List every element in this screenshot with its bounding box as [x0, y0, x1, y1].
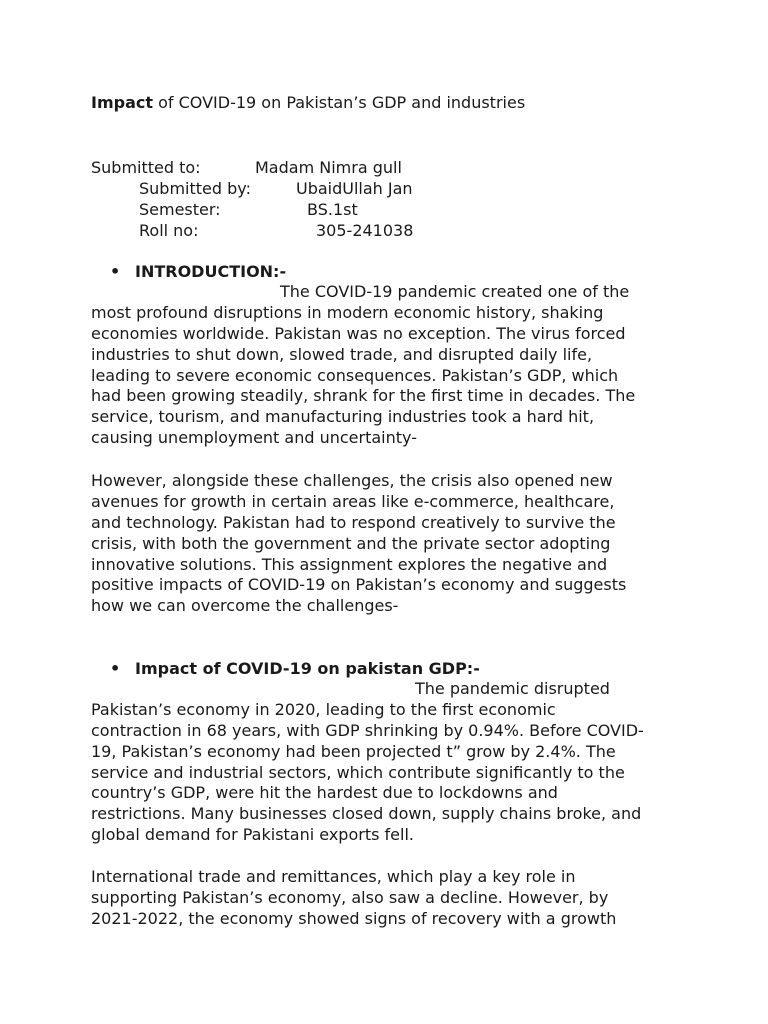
meta-label: Roll no:: [139, 221, 199, 240]
paragraph-line: service and industrial sectors, which contribute significantly to the: [91, 762, 625, 782]
section-heading-text: Impact of COVID-19 on pakistan GDP:-: [135, 659, 480, 678]
title-rest: of COVID-19 on Pakistan’s GDP and industries: [153, 93, 526, 112]
paragraph-line: contraction in 68 years, with GDP shrinking by 0.94%. Before COVID-: [91, 720, 644, 740]
paragraph-line: supporting Pakistan’s economy, also saw a decline. However, by: [91, 887, 609, 907]
document-title: [91, 92, 525, 114]
paragraph-line: industries to shut down, slowed trade, and disrupted daily life,: [91, 344, 593, 364]
meta-label: Submitted to:: [91, 158, 201, 177]
title-bold-word: Impact: [91, 93, 154, 112]
paragraph-line: had been growing steadily, shrank for the first time in decades. The: [91, 386, 636, 406]
paragraph-line: causing unemployment and uncertainty-: [91, 428, 417, 448]
meta-label: Semester:: [139, 200, 221, 219]
meta-roll-no: [139, 220, 539, 241]
paragraph-line: leading to severe economic consequences. Pakistan’s GDP, which: [91, 365, 619, 385]
paragraph-line: positive impacts of COVID-19 on Pakistan’s economy and suggests: [91, 575, 627, 595]
paragraph-line: International trade and remittances, which play a key role in: [91, 867, 576, 886]
gdp-paragraph-1: [91, 679, 691, 846]
bullet-icon: •: [110, 659, 121, 678]
meta-value: 305-241038: [316, 221, 414, 240]
paragraph-line: most profound disruptions in modern economic history, shaking: [91, 302, 604, 322]
intro-paragraph-1: [91, 282, 691, 449]
meta-label: Submitted by:: [139, 179, 251, 198]
paragraph-line: avenues for growth in certain areas like e-commerce, healthcare,: [91, 491, 615, 511]
paragraph-line: global demand for Pakistani exports fell.: [91, 825, 414, 845]
meta-value: Madam Nimra gull: [255, 158, 402, 177]
paragraph-line: The COVID-19 pandemic created one of the: [280, 282, 630, 301]
paragraph-line: However, alongside these challenges, the crisis also opened new: [91, 471, 613, 490]
paragraph-line: economies worldwide. Pakistan was no exception. The virus forced: [91, 323, 626, 343]
paragraph-line: 2021-2022, the economy showed signs of recovery with a growth: [91, 908, 617, 928]
bullet-icon: •: [110, 262, 121, 281]
paragraph-line: country’s GDP, were hit the hardest due to lockdowns and: [91, 783, 558, 803]
paragraph-line: how we can overcome the challenges-: [91, 596, 399, 616]
section-heading-text: INTRODUCTION:-: [135, 262, 287, 281]
paragraph-line: restrictions. Many businesses closed down, supply chains broke, and: [91, 804, 642, 824]
meta-value: BS.1st: [307, 200, 358, 219]
paragraph-line: and technology. Pakistan had to respond creatively to survive the: [91, 512, 616, 532]
paragraph-line: Pakistan’s economy in 2020, leading to the first economic: [91, 699, 556, 719]
paragraph-line: crisis, with both the government and the private sector adopting: [91, 533, 611, 553]
meta-semester: [139, 199, 539, 220]
section-heading-gdp-impact: [110, 658, 560, 679]
gdp-paragraph-2: [91, 867, 691, 930]
paragraph-line: 19, Pakistan’s economy had been projected t” grow by 2.4%. The: [91, 741, 616, 761]
meta-submitted-to: [91, 157, 491, 178]
intro-paragraph-2: [91, 471, 691, 617]
paragraph-line: innovative solutions. This assignment explores the negative and: [91, 554, 608, 574]
paragraph-line: The pandemic disrupted: [415, 679, 610, 698]
section-heading-introduction: [110, 261, 410, 282]
meta-submitted-by: [139, 178, 539, 199]
paragraph-line: service, tourism, and manufacturing industries took a hard hit,: [91, 407, 595, 427]
meta-value: UbaidUllah Jan: [296, 179, 413, 198]
